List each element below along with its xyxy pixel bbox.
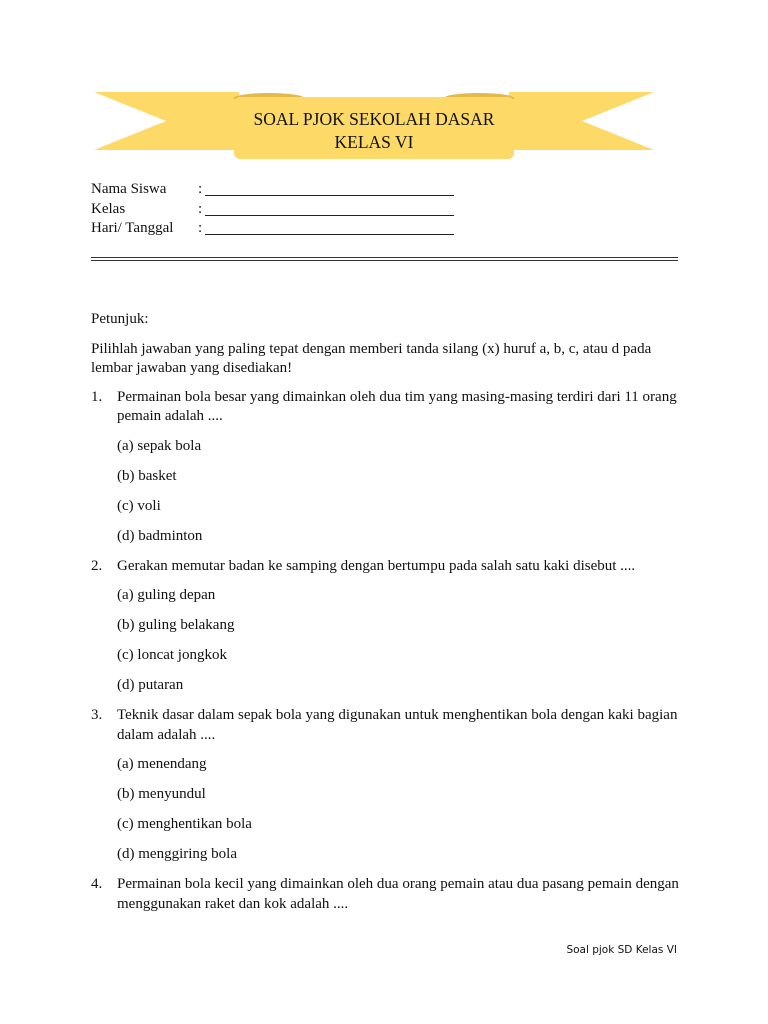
question-item: [91, 706, 681, 745]
double-divider: [91, 257, 678, 261]
answer-option: (b) basket: [117, 467, 177, 484]
question-item: [91, 875, 681, 914]
divider-line-bottom: [91, 260, 678, 261]
instruction-text: Pilihlah jawaban yang paling tepat dengan memberi tanda silang (x) huruf a, b, c, atau d pada lembar jawaban yang disediakan!: [91, 340, 652, 376]
title-banner: [94, 92, 654, 162]
info-colon: :: [198, 181, 203, 197]
answer-option: (d) putaran: [117, 677, 184, 693]
answer-option: (c) menghentikan bola: [117, 816, 252, 832]
answer-option: (a) menendang: [117, 756, 207, 772]
answer-option: (c) voli: [117, 497, 161, 514]
answer-option: (b) guling belakang: [117, 617, 235, 633]
answer-option: (a) guling depan: [117, 587, 216, 603]
banner-title-line1: SOAL PJOK SEKOLAH DASAR: [253, 109, 495, 129]
info-label: Nama Siswa: [91, 181, 167, 197]
answer-option: (d) menggiring bola: [117, 846, 237, 862]
question-number: 2.: [91, 557, 103, 574]
question-text: Teknik dasar dalam sepak bola yang digunakan untuk menghentikan bola dengan kaki bagian dalam adalah ....: [117, 707, 678, 743]
question-content: [91, 310, 681, 924]
info-colon: :: [198, 200, 203, 217]
question-text: Permainan bola kecil yang dimainkan oleh dua orang pemain atau dua pasang pemain dengan menggunakan raket dan kok adalah ....: [117, 876, 679, 912]
answer-blank-line[interactable]: [205, 234, 454, 235]
page-footer: Soal pjok SD Kelas VI: [566, 944, 677, 956]
answer-blank-line[interactable]: [205, 215, 454, 216]
question-item: [91, 557, 681, 577]
divider-line-top: [91, 257, 678, 258]
question-number: 1.: [91, 388, 103, 405]
info-colon: :: [198, 220, 203, 236]
info-label: Hari/ Tanggal: [91, 220, 174, 236]
question-list: [91, 388, 681, 915]
answer-blank-line[interactable]: [205, 195, 454, 196]
petunjuk-heading: Petunjuk:: [91, 311, 149, 327]
question-number: 4.: [91, 876, 103, 892]
question-text: Permainan bola besar yang dimainkan oleh dua tim yang masing-masing terdiri dari 11 orang pemain adalah ....: [117, 388, 677, 424]
question-item: [91, 388, 681, 427]
question-text: Gerakan memutar badan ke samping dengan bertumpu pada salah satu kaki disebut ....: [117, 557, 636, 574]
answer-option: (c) loncat jongkok: [117, 647, 227, 663]
banner-title-line2: KELAS VI: [334, 132, 414, 152]
question-number: 3.: [91, 707, 103, 723]
answer-option: (d) badminton: [117, 527, 203, 544]
answer-option: (b) menyundul: [117, 786, 206, 802]
info-label: Kelas: [91, 200, 126, 217]
answer-option: (a) sepak bola: [117, 437, 202, 454]
